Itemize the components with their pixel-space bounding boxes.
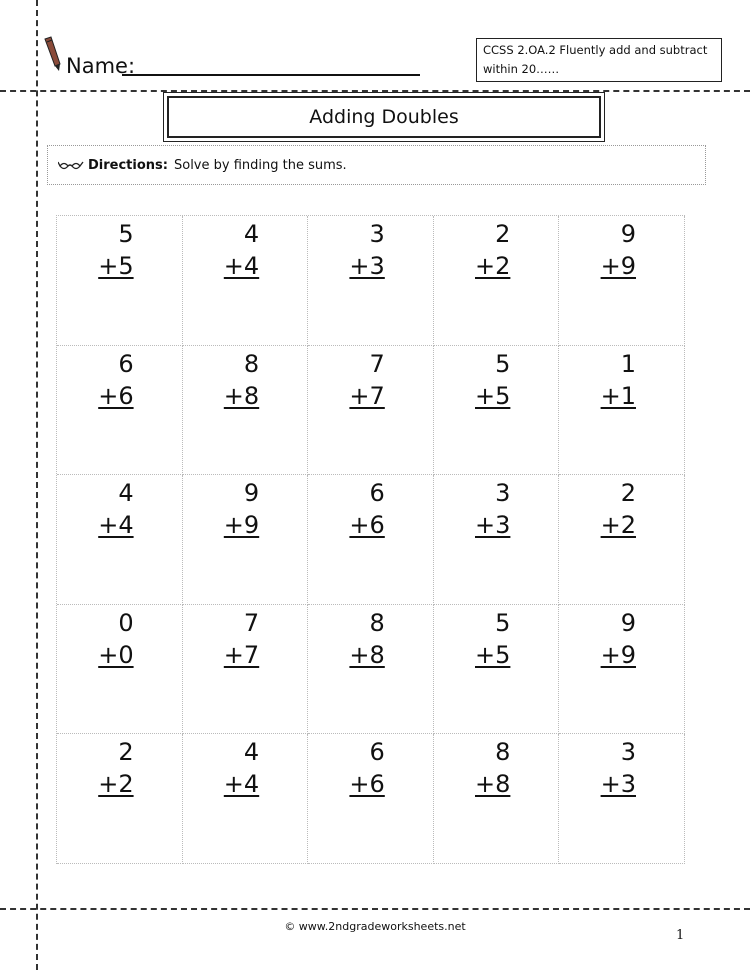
addition-problem bbox=[94, 348, 134, 412]
cut-line-bottom bbox=[0, 908, 750, 910]
problem-addend: +2 bbox=[98, 770, 134, 799]
glasses-icon bbox=[58, 159, 84, 171]
problem-cell[interactable] bbox=[434, 734, 560, 864]
problem-grid bbox=[56, 215, 685, 864]
problem-addend: +5 bbox=[475, 640, 511, 669]
problem-cell[interactable] bbox=[559, 605, 685, 735]
problem-addend: +1 bbox=[600, 381, 636, 410]
problem-top-number: 5 bbox=[495, 608, 511, 637]
problem-cell[interactable] bbox=[434, 605, 560, 735]
cut-line-left bbox=[36, 0, 38, 970]
footer-website: © www.2ndgradeworksheets.net bbox=[284, 920, 466, 933]
problem-cell[interactable] bbox=[57, 346, 183, 476]
addition-problem bbox=[94, 736, 134, 800]
addition-problem bbox=[219, 736, 259, 800]
problem-addend: +9 bbox=[223, 511, 260, 540]
problem-top-number: 5 bbox=[495, 349, 511, 378]
problem-addend: +8 bbox=[349, 640, 385, 669]
addition-problem bbox=[219, 477, 259, 541]
problem-top-number: 6 bbox=[369, 479, 385, 508]
problem-top-number: 2 bbox=[495, 220, 511, 248]
problem-cell[interactable] bbox=[308, 216, 434, 346]
problem-addend: +6 bbox=[349, 511, 385, 540]
problem-cell[interactable] bbox=[559, 734, 685, 864]
directions-text: Solve by finding the sums. bbox=[173, 157, 347, 173]
problem-addend: +6 bbox=[349, 770, 385, 799]
problem-cell[interactable] bbox=[308, 734, 434, 864]
problem-top-number: 4 bbox=[243, 220, 260, 248]
problem-top-number: 9 bbox=[243, 479, 260, 508]
problem-addend: +3 bbox=[600, 770, 636, 799]
page-title: Adding Doubles bbox=[167, 96, 601, 138]
addition-problem bbox=[94, 218, 134, 282]
pencil-icon bbox=[42, 36, 64, 72]
problem-cell[interactable] bbox=[559, 475, 685, 605]
problem-addend: +5 bbox=[475, 381, 511, 410]
problem-cell[interactable] bbox=[57, 216, 183, 346]
addition-problem bbox=[94, 477, 134, 541]
title-frame bbox=[163, 92, 605, 142]
problem-addend: +5 bbox=[98, 252, 134, 280]
problem-addend: +9 bbox=[600, 252, 636, 280]
addition-problem bbox=[345, 218, 385, 282]
problem-cell[interactable] bbox=[559, 346, 685, 476]
problem-cell[interactable] bbox=[559, 216, 685, 346]
problem-top-number: 3 bbox=[369, 220, 385, 248]
problem-addend: +7 bbox=[223, 640, 260, 669]
problem-cell[interactable] bbox=[183, 216, 309, 346]
problem-top-number: 5 bbox=[118, 220, 134, 248]
problem-cell[interactable] bbox=[308, 605, 434, 735]
problem-addend: +2 bbox=[475, 252, 511, 280]
problem-addend: +3 bbox=[475, 511, 511, 540]
addition-problem bbox=[596, 218, 636, 282]
problem-top-number: 2 bbox=[620, 479, 636, 508]
problem-top-number: 2 bbox=[118, 738, 134, 767]
addition-problem bbox=[345, 607, 385, 671]
problem-cell[interactable] bbox=[57, 734, 183, 864]
directions-label: Directions: bbox=[88, 157, 168, 173]
problem-cell[interactable] bbox=[434, 346, 560, 476]
problem-top-number: 6 bbox=[369, 738, 385, 767]
standard-box: CCSS 2.OA.2 Fluently add and subtract within 20…… bbox=[476, 38, 722, 82]
problem-cell[interactable] bbox=[434, 475, 560, 605]
problem-top-number: 0 bbox=[118, 608, 134, 637]
problem-cell[interactable] bbox=[308, 346, 434, 476]
problem-addend: +6 bbox=[98, 381, 134, 410]
addition-problem bbox=[345, 477, 385, 541]
problem-cell[interactable] bbox=[57, 475, 183, 605]
page-number: 1 bbox=[676, 928, 685, 943]
addition-problem bbox=[470, 607, 510, 671]
problem-addend: +4 bbox=[223, 770, 260, 799]
problem-addend: +4 bbox=[98, 511, 134, 540]
problem-top-number: 9 bbox=[620, 220, 636, 248]
problem-top-number: 1 bbox=[620, 349, 636, 378]
problem-top-number: 7 bbox=[243, 608, 260, 637]
problem-top-number: 6 bbox=[118, 349, 134, 378]
addition-problem bbox=[596, 477, 636, 541]
addition-problem bbox=[219, 348, 259, 412]
addition-problem bbox=[596, 736, 636, 800]
problem-addend: +8 bbox=[475, 770, 511, 799]
problem-top-number: 8 bbox=[243, 349, 260, 378]
problem-cell[interactable] bbox=[183, 734, 309, 864]
addition-problem bbox=[596, 607, 636, 671]
problem-top-number: 4 bbox=[118, 479, 134, 508]
problem-addend: +2 bbox=[600, 511, 636, 540]
problem-top-number: 4 bbox=[243, 738, 260, 767]
problem-top-number: 3 bbox=[620, 738, 636, 767]
addition-problem bbox=[470, 218, 510, 282]
addition-problem bbox=[345, 736, 385, 800]
problem-top-number: 8 bbox=[495, 738, 511, 767]
addition-problem bbox=[94, 607, 134, 671]
addition-problem bbox=[470, 477, 510, 541]
addition-problem bbox=[596, 348, 636, 412]
problem-addend: +8 bbox=[223, 381, 260, 410]
addition-problem bbox=[219, 218, 259, 282]
name-label: Name: bbox=[66, 54, 136, 78]
problem-addend: +9 bbox=[600, 640, 636, 669]
addition-problem bbox=[470, 736, 510, 800]
problem-cell[interactable] bbox=[308, 475, 434, 605]
problem-top-number: 9 bbox=[620, 608, 636, 637]
problem-addend: +7 bbox=[349, 381, 385, 410]
addition-problem bbox=[470, 348, 510, 412]
problem-cell[interactable] bbox=[434, 216, 560, 346]
problem-cell[interactable] bbox=[183, 605, 309, 735]
directions-box bbox=[47, 145, 706, 185]
problem-addend: +0 bbox=[98, 640, 134, 669]
addition-problem bbox=[345, 348, 385, 412]
problem-cell[interactable] bbox=[183, 475, 309, 605]
name-field-line[interactable] bbox=[122, 74, 420, 76]
problem-addend: +4 bbox=[223, 252, 260, 280]
problem-addend: +3 bbox=[349, 252, 385, 280]
problem-cell[interactable] bbox=[57, 605, 183, 735]
problem-top-number: 3 bbox=[495, 479, 511, 508]
addition-problem bbox=[219, 607, 259, 671]
problem-top-number: 8 bbox=[369, 608, 385, 637]
problem-top-number: 7 bbox=[369, 349, 385, 378]
problem-cell[interactable] bbox=[183, 346, 309, 476]
